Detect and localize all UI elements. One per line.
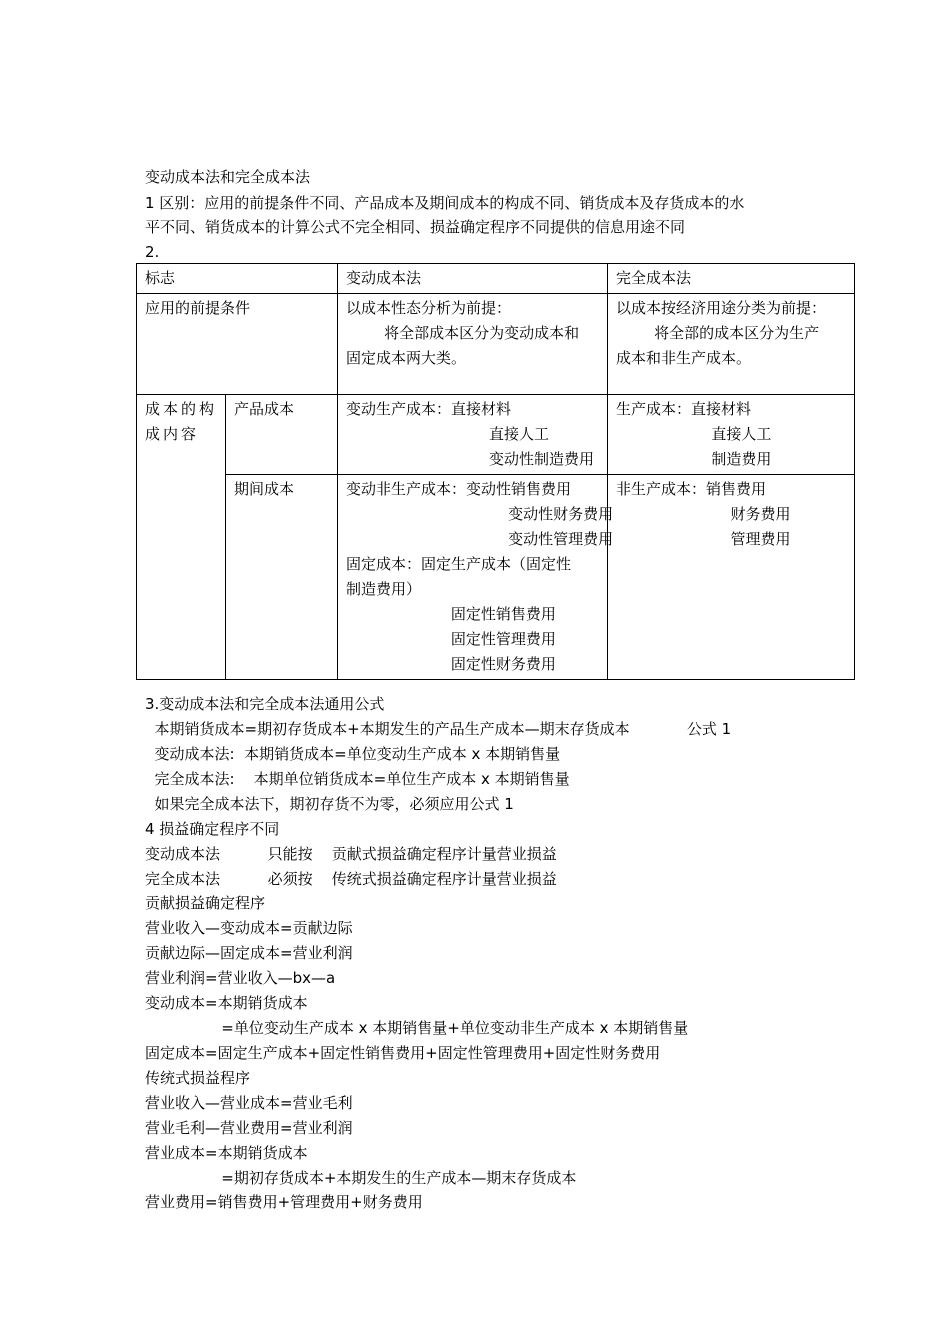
table-row-period-cost (137, 475, 855, 680)
premise-full-line: 以成本按经济用途分类为前提： (616, 299, 827, 317)
period-variable-line: 变动非生产成本：变动性销售费用 (346, 480, 572, 498)
premise-full-line: 将全部的成本区分为生产 (616, 324, 820, 342)
composition-label: 成本的构成内容 (137, 395, 226, 680)
section4-line: 贡献边际—固定成本=营业利润 (145, 944, 353, 962)
period-variable-line: 固定性管理费用 (346, 630, 556, 648)
section4-line: 固定成本=固定生产成本+固定性销售费用+固定性管理费用+固定性财务费用 (145, 1044, 661, 1062)
section4-line: 变动成本法 只能按 贡献式损益确定程序计量营业损益 (145, 845, 557, 863)
product-cost-label: 产品成本 (226, 395, 338, 475)
product-variable-cell (338, 395, 608, 475)
section4-line: 营业毛利—营业费用=营业利润 (145, 1119, 353, 1137)
period-variable-line: 固定成本：固定生产成本（固定性 (346, 555, 572, 573)
section1-line-2: 平不同、销货成本的计算公式不完全相同、损益确定程序不同提供的信息用途不同 (145, 218, 686, 236)
period-variable-line: 固定性财务费用 (346, 655, 556, 673)
section4-line: =单位变动生产成本 x 本期销售量+单位变动非生产成本 x 本期销售量 (145, 1019, 689, 1037)
section4-line: 完全成本法 必须按 传统式损益确定程序计量营业损益 (145, 870, 557, 888)
header-variable-costing: 变动成本法 (338, 264, 608, 294)
section1-line-1: 1 区别：应用的前提条件不同、产品成本及期间成本的构成不同、销货成本及存货成本的水 (145, 194, 745, 212)
section2-label: 2. (145, 243, 160, 261)
section4-line: =期初存货成本+本期发生的生产成本—期末存货成本 (145, 1169, 577, 1187)
document-title: 变动成本法和完全成本法 (145, 168, 311, 186)
section4-line: 营业费用=销售费用+管理费用+财务费用 (145, 1193, 423, 1211)
product-variable-line: 直接人工 (346, 425, 550, 443)
premise-label: 应用的前提条件 (137, 294, 338, 395)
product-full-line: 制造费用 (616, 450, 772, 468)
product-full-cell (608, 395, 855, 475)
section4-subheading: 传统式损益程序 (145, 1069, 251, 1087)
product-full-line: 生产成本：直接材料 (616, 400, 752, 418)
comparison-table (136, 263, 855, 680)
section3-heading: 3.变动成本法和完全成本法通用公式 (145, 695, 385, 713)
section4-line: 变动成本=本期销货成本 (145, 994, 308, 1012)
period-variable-line: 固定性销售费用 (346, 605, 556, 623)
period-variable-cell (338, 475, 614, 680)
section3-note: 如果完全成本法下，期初存货不为零，必须应用公式 1 (145, 795, 514, 813)
section4-heading: 4 损益确定程序不同 (145, 820, 280, 838)
premise-full-line: 成本和非生产成本。 (616, 349, 752, 367)
premise-variable-line: 固定成本两大类。 (346, 349, 467, 367)
product-full-line: 直接人工 (616, 425, 772, 443)
section4-line: 营业成本=本期销货成本 (145, 1144, 308, 1162)
section3-formula-line: 完全成本法: 本期单位销货成本=单位生产成本 x 本期销售量 (145, 770, 570, 788)
period-cost-label: 期间成本 (226, 475, 338, 680)
product-variable-line: 变动性制造费用 (346, 450, 595, 468)
premise-variable-cell (338, 294, 608, 395)
product-variable-line: 变动生产成本：直接材料 (346, 400, 512, 418)
period-full-line: 非生产成本：销售费用 (616, 480, 767, 498)
table-row-premise (137, 294, 855, 395)
premise-variable-line: 以成本性态分析为前提： (346, 299, 512, 317)
period-variable-line: 制造费用） (346, 580, 422, 598)
premise-full-cell (608, 294, 855, 395)
table-header-row (137, 264, 855, 294)
section4-subheading: 贡献损益确定程序 (145, 894, 266, 912)
section4-line: 营业利润=营业收入—bx—a (145, 969, 336, 987)
period-full-line: 财务费用 (616, 505, 791, 523)
section3-formula-line: 变动成本法: 本期销货成本=单位变动生产成本 x 本期销售量 (145, 745, 561, 763)
header-indicator: 标志 (137, 264, 338, 294)
section4-line: 营业收入—营业成本=营业毛利 (145, 1094, 353, 1112)
header-full-costing: 完全成本法 (608, 264, 855, 294)
premise-variable-line: 将全部成本区分为变动成本和 (346, 324, 580, 342)
period-variable-line: 变动性财务费用 (346, 505, 614, 523)
period-full-line: 管理费用 (616, 530, 791, 548)
period-full-cell (608, 475, 855, 680)
period-variable-line: 变动性管理费用 (346, 530, 614, 548)
table-row-product-cost (137, 395, 855, 475)
section3-formula-line: 本期销货成本=期初存货成本+本期发生的产品生产成本—期末存货成本 公式 1 (145, 720, 732, 738)
section4-line: 营业收入—变动成本=贡献边际 (145, 919, 353, 937)
